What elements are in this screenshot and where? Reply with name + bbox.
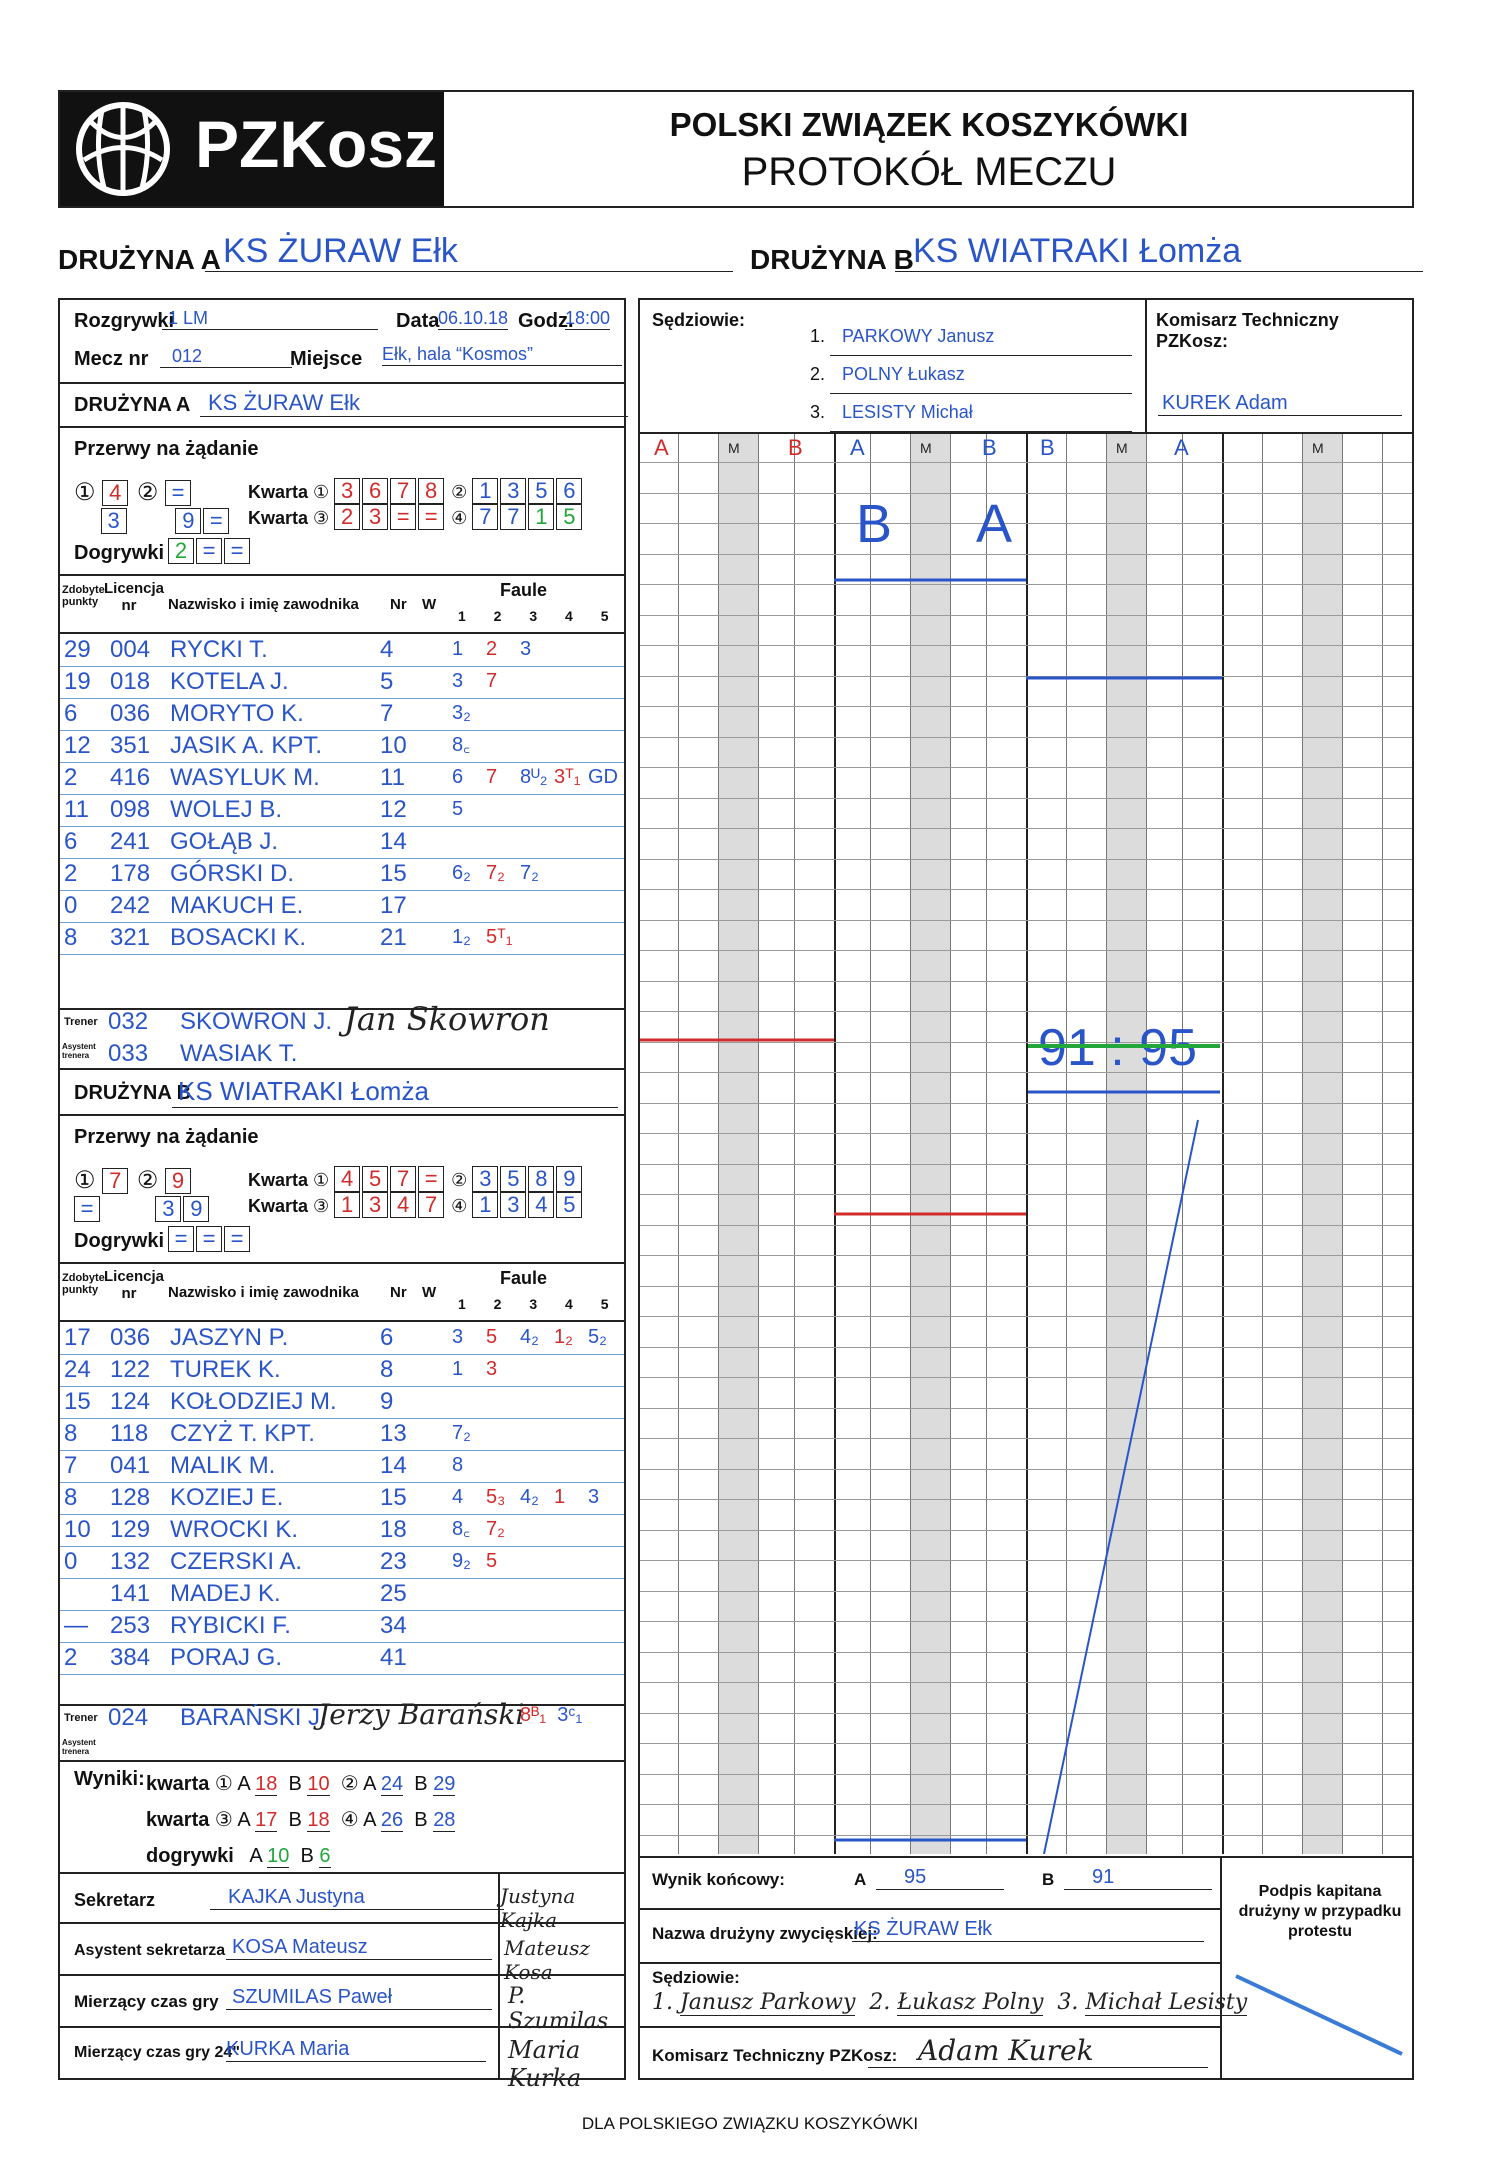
player-points: 0 — [64, 1548, 78, 1575]
team-a-name: KS ŻURAW Ełk — [200, 390, 628, 417]
foul-mark: 5₂ — [588, 1326, 607, 1348]
player-number: 11 — [380, 764, 405, 791]
team-b-player-table — [60, 1322, 624, 1702]
player-name: MORYTO K. — [170, 700, 304, 727]
player-row — [60, 1578, 624, 1611]
competition-value: 1 LM — [162, 308, 378, 330]
team-a-timeouts: ① 4 ② = 3 9 = — [74, 478, 231, 535]
grid-annotations — [640, 434, 1412, 1854]
col-nr-header: Nr — [390, 596, 407, 613]
asst-secretary-name: KOSA Mateusz — [226, 1936, 492, 1960]
secretary-signature: Justyna Kajka — [500, 1884, 576, 1932]
foul-mark: 7₂ — [486, 862, 505, 884]
foul-mark: 5 — [486, 1550, 498, 1572]
player-row — [60, 858, 624, 891]
player-row — [60, 1482, 624, 1515]
player-name: RYCKI T. — [170, 636, 268, 663]
player-points: 2 — [64, 860, 78, 887]
player-name: BOSACKI K. — [170, 924, 307, 951]
player-row — [60, 1546, 624, 1579]
final-score-label: Wynik końcowy: — [652, 1870, 785, 1889]
team-b-timeouts-label: Przerwy na żądanie — [74, 1126, 259, 1148]
team-b-coach-fouls: 8ᴮ₁ 3ᶜ₁ — [520, 1704, 583, 1726]
logo-block — [60, 92, 444, 206]
foul-mark: 3 — [452, 1326, 464, 1348]
player-license: 242 — [110, 892, 151, 919]
place-label: Miejsce — [290, 348, 363, 370]
team-b-ot-label: Dogrywki — [74, 1230, 165, 1252]
score-column-header: M — [1116, 440, 1128, 456]
winner-name: KS ŻURAW Ełk — [852, 1918, 1204, 1942]
player-license: 122 — [110, 1356, 151, 1383]
referee-3-signature: Michał Lesisty — [1085, 1990, 1248, 2015]
player-number: 13 — [380, 1420, 407, 1447]
foul-mark: 4 — [452, 1486, 464, 1508]
player-points: 12 — [64, 732, 91, 759]
player-points: 2 — [64, 1644, 78, 1671]
player-license: 351 — [110, 732, 151, 759]
score-column-header: A — [654, 435, 669, 460]
player-row — [60, 826, 624, 859]
timer24-name: KURKA Maria — [226, 2038, 486, 2062]
foul-mark: 3ᵀ₁ — [554, 766, 581, 788]
team-b-fouls-numbers-header: 1 2 3 4 5 — [458, 1296, 609, 1312]
col-w-header: W — [422, 596, 437, 613]
foul-mark: 3 — [486, 1358, 498, 1380]
player-number: 5 — [380, 668, 394, 695]
timer24-label: Mierzący czas gry 24" — [74, 2044, 240, 2061]
q2-b: 29 — [433, 1773, 456, 1795]
team-a-heading: DRUŻYNA A — [58, 244, 221, 275]
player-points: — — [64, 1612, 88, 1639]
player-name: RYBICKI F. — [170, 1612, 291, 1639]
player-row — [60, 634, 624, 667]
player-name: MALIK M. — [170, 1452, 276, 1479]
player-number: 17 — [380, 892, 407, 919]
player-row — [60, 1386, 624, 1419]
q2-a: 24 — [380, 1773, 404, 1795]
team-b-heading: DRUŻYNA B — [750, 244, 914, 275]
player-license: 004 — [110, 636, 151, 663]
player-name: MADEJ K. — [170, 1580, 281, 1607]
referee-1: PARKOWY Janusz — [830, 318, 1132, 356]
secretary-label: Sekretarz — [74, 1890, 156, 1910]
player-license: 098 — [110, 796, 151, 823]
big-final-score: 91 : 95 — [1038, 1019, 1198, 1077]
team-b-coach-license: 024 — [108, 1704, 149, 1731]
q3-a: 17 — [255, 1809, 278, 1831]
player-number: 25 — [380, 1580, 407, 1607]
score-column-header: B — [1040, 435, 1055, 460]
player-license: 384 — [110, 1644, 151, 1671]
foul-mark: 1 — [554, 1486, 566, 1508]
team-a-label: DRUŻYNA A — [74, 394, 191, 416]
score-column-header: B — [982, 435, 997, 460]
big-a-marker: A — [976, 494, 1013, 554]
commissioner-sig-label: Komisarz Techniczny PZKosz: — [652, 2046, 898, 2065]
player-number: 10 — [380, 732, 407, 759]
foul-mark: 7₂ — [486, 1518, 505, 1540]
foul-mark: 7 — [486, 766, 498, 788]
player-license: 129 — [110, 1516, 151, 1543]
player-name: JASIK A. KPT. — [170, 732, 323, 759]
foul-mark: 8꜀ — [452, 734, 471, 756]
col-license-header: Licencja nr — [104, 580, 165, 614]
player-name: MAKUCH E. — [170, 892, 304, 919]
player-points: 17 — [64, 1324, 91, 1351]
q4-a: 26 — [380, 1809, 404, 1831]
team-b-col-fouls-header: Faule — [500, 1268, 548, 1288]
player-number: 41 — [380, 1644, 407, 1671]
team-a-timeouts-label: Przerwy na żądanie — [74, 438, 259, 460]
player-name: CZERSKI A. — [170, 1548, 303, 1575]
match-value: 012 — [160, 346, 292, 368]
player-license: 036 — [110, 700, 151, 727]
team-a-ot-boxes: 2 = = — [168, 538, 252, 564]
player-number: 12 — [380, 796, 407, 823]
foul-mark: 1₂ — [554, 1326, 573, 1348]
asst-secretary-label: Asystent sekretarza — [74, 1942, 226, 1959]
team-a-name-heading: KS ŻURAW Ełk — [205, 232, 733, 272]
col-fouls-header: Faule — [500, 580, 548, 600]
team-b-quarter-fouls: Kwarta ① 4 5 7 = ② 3 5 8 9 Kwarta ③ 1 3 4 7 ④ 1 3 4 5 — [248, 1166, 584, 1218]
team-b-label: DRUŻYNA B — [74, 1082, 192, 1104]
results-quarters: kwarta ① A 18 B 10 ② A 24 B 29 kwarta ③ A 17 B 18 ④ A 26 B 28 dogrywki A 10 B 6 — [146, 1773, 456, 1867]
player-points: 6 — [64, 700, 78, 727]
player-points: 29 — [64, 636, 91, 663]
player-name: WASYLUK M. — [170, 764, 320, 791]
referee-signatures: 1. Janusz Parkowy 2. Łukasz Polny 3. Michał Lesisty — [652, 1990, 1248, 2015]
team-a-coach-name: SKOWRON J. — [180, 1008, 333, 1035]
team-b-col-name-header: Nazwisko i imię zawodnika — [168, 1284, 359, 1301]
timer-label: Mierzący czas gry — [74, 1992, 219, 2011]
player-points: 24 — [64, 1356, 91, 1383]
final-a-label: A — [854, 1870, 867, 1889]
foul-mark: 7₂ — [520, 862, 539, 884]
player-license: 041 — [110, 1452, 151, 1479]
q1-a: 18 — [255, 1773, 278, 1795]
player-row — [60, 794, 624, 827]
results-label: Wyniki: — [74, 1768, 145, 1790]
captain-signature-line — [1230, 1966, 1410, 2066]
player-row — [60, 1610, 624, 1643]
foul-mark: 1₂ — [452, 926, 471, 948]
player-name: KOZIEJ E. — [170, 1484, 284, 1511]
timer24-signature: Maria Kurka — [508, 2036, 582, 2092]
player-name: GOŁĄB J. — [170, 828, 279, 855]
player-row — [60, 922, 624, 955]
competition-label: Rozgrywki — [74, 310, 175, 332]
team-a-ot-label: Dogrywki — [74, 542, 165, 564]
winner-label: Nazwa drużyny zwycięskiej: — [652, 1924, 878, 1943]
player-points: 10 — [64, 1516, 91, 1543]
player-name: JASZYN P. — [170, 1324, 289, 1351]
player-row — [60, 762, 624, 795]
player-number: 15 — [380, 1484, 407, 1511]
foul-mark: 2 — [486, 638, 498, 660]
team-b-ot-boxes: = = = — [168, 1226, 252, 1252]
player-row — [60, 698, 624, 731]
player-points: 6 — [64, 828, 78, 855]
player-license: 178 — [110, 860, 151, 887]
foul-mark: 5 — [486, 1326, 498, 1348]
foul-mark: 4₂ — [520, 1326, 539, 1348]
team-a-player-table — [60, 634, 624, 978]
foul-mark: 3 — [452, 670, 464, 692]
asst-secretary-signature: Mateusz Kosa — [504, 1936, 590, 1984]
foul-mark: 3₂ — [452, 702, 471, 724]
team-a-asst-label: Asystent trenera — [62, 1042, 96, 1060]
player-row — [60, 1322, 624, 1355]
ot-b: 6 — [319, 1845, 331, 1867]
footer-text: DLA POLSKIEGO ZWIĄZKU KOSZYKÓWKI — [581, 2114, 919, 2133]
foul-mark: 7₂ — [452, 1422, 471, 1444]
foul-mark: 8ᵁ₂ — [520, 766, 548, 788]
score-column-header: M — [728, 440, 740, 456]
timer-name: SZUMILAS Paweł — [226, 1986, 492, 2010]
timer-signature: P. Szumilas — [508, 1984, 609, 2034]
player-name: KOTELA J. — [170, 668, 289, 695]
team-b-coach-label: Trener — [64, 1712, 98, 1724]
secretary-name: KAJKA Justyna — [210, 1886, 504, 1910]
referee-3: LESISTY Michał — [830, 394, 1132, 432]
foul-mark: GD — [588, 766, 618, 788]
team-a-asst-license: 033 — [108, 1040, 149, 1067]
final-b-label: B — [1042, 1870, 1055, 1889]
foul-mark: 1 — [452, 638, 464, 660]
referee-2-signature: Łukasz Polny — [897, 1990, 1044, 2015]
final-b-score: 91 — [1064, 1866, 1212, 1890]
foul-mark: 9₂ — [452, 1550, 471, 1572]
left-panel — [58, 298, 626, 2092]
player-points: 15 — [64, 1388, 91, 1415]
commissioner-label: Komisarz Techniczny PZKosz: — [1156, 310, 1339, 351]
player-license: 018 — [110, 668, 151, 695]
player-number: 14 — [380, 1452, 407, 1479]
player-number: 6 — [380, 1324, 394, 1351]
logo-text: PZKosz — [195, 107, 438, 181]
player-number: 15 — [380, 860, 407, 887]
player-number: 14 — [380, 828, 407, 855]
foul-mark: 1 — [452, 1358, 464, 1380]
foul-mark: 6₂ — [452, 862, 471, 884]
foul-mark: 8꜀ — [452, 1518, 471, 1540]
player-number: 23 — [380, 1548, 407, 1575]
final-a-score: 95 — [876, 1866, 1004, 1890]
player-name: GÓRSKI D. — [170, 860, 295, 887]
player-name: WOLEJ B. — [170, 796, 283, 823]
foul-mark: 3 — [520, 638, 532, 660]
fouls-numbers-header: 1 2 3 4 5 — [458, 608, 609, 624]
foul-mark: 5 — [452, 798, 464, 820]
org-name: POLSKI ZWIĄZEK KOSZYKÓWKI — [669, 106, 1189, 143]
team-b-name: KS WIATRAKI Łomża — [172, 1076, 618, 1108]
score-column-header: A — [850, 435, 865, 460]
score-column-header: M — [920, 440, 932, 456]
team-b-col-w-header: W — [422, 1284, 437, 1301]
player-license: 416 — [110, 764, 151, 791]
player-points: 8 — [64, 924, 78, 951]
foul-mark: 6 — [452, 766, 464, 788]
player-license: 241 — [110, 828, 151, 855]
player-number: 34 — [380, 1612, 407, 1639]
score-column-header: B — [788, 435, 803, 460]
q4-b: 28 — [433, 1809, 456, 1831]
team-a-coach-label: Trener — [64, 1016, 98, 1028]
player-license: 128 — [110, 1484, 151, 1511]
team-b-col-license-header: Licencja nr — [104, 1268, 165, 1302]
player-number: 9 — [380, 1388, 394, 1415]
captain-signature-label: Podpis kapitana drużyny w przypadku protestu — [1238, 1883, 1402, 1940]
team-a-coach-license: 032 — [108, 1008, 149, 1035]
big-b-marker: B — [856, 494, 893, 554]
player-license: 253 — [110, 1612, 151, 1639]
q3-b: 18 — [307, 1809, 330, 1831]
score-column-header: M — [1312, 440, 1324, 456]
player-name: CZYŻ T. KPT. — [170, 1420, 315, 1447]
player-number: 7 — [380, 700, 394, 727]
team-b-coach-name: BARAŃSKI J. — [180, 1704, 327, 1731]
team-b-col-nr-header: Nr — [390, 1284, 407, 1301]
right-panel — [638, 298, 1414, 2080]
col-points-header: Zdobyte punkty — [62, 584, 105, 608]
player-points: 8 — [64, 1484, 78, 1511]
referee-2: POLNY Łukasz — [830, 356, 1132, 394]
player-row — [60, 1354, 624, 1387]
player-name: TUREK K. — [170, 1356, 281, 1383]
player-name: PORAJ G. — [170, 1644, 283, 1671]
player-points: 19 — [64, 668, 91, 695]
team-b-name-heading: KS WIATRAKI Łomża — [895, 232, 1423, 272]
player-name: KOŁODZIEJ M. — [170, 1388, 337, 1415]
score-column-header: A — [1174, 435, 1189, 460]
team-a-coach-signature: Jan Skowron — [344, 1000, 550, 1038]
referees-list: 1. PARKOWY Janusz 2. POLNY Łukasz 3. LESISTY Michał — [810, 318, 1132, 432]
player-name: WROCKI K. — [170, 1516, 299, 1543]
q1-b: 10 — [307, 1773, 330, 1795]
header-box — [58, 90, 1414, 208]
player-row — [60, 1450, 624, 1483]
foul-mark: 5₃ — [486, 1486, 506, 1508]
player-points: 7 — [64, 1452, 78, 1479]
team-a-quarter-fouls: Kwarta ① 3 6 7 8 ② 1 3 5 6 Kwarta ③ 2 3 = = ④ 7 7 1 5 — [248, 478, 584, 530]
date-label: Data — [396, 310, 440, 332]
signatures-label: Sędziowie: — [652, 1968, 740, 1987]
foul-mark: 5ᵀ₁ — [486, 926, 513, 948]
player-points: 8 — [64, 1420, 78, 1447]
player-points: 2 — [64, 764, 78, 791]
player-points: 11 — [64, 796, 89, 823]
place-value: Ełk, hala “Kosmos” — [382, 344, 622, 366]
referee-1-signature: Janusz Parkowy — [679, 1990, 856, 2015]
player-number: 21 — [380, 924, 407, 951]
player-license: 132 — [110, 1548, 151, 1575]
player-row — [60, 1642, 624, 1675]
player-license: 141 — [110, 1580, 151, 1607]
player-number: 8 — [380, 1356, 394, 1383]
player-license: 321 — [110, 924, 151, 951]
player-row — [60, 1418, 624, 1451]
foul-mark: 4₂ — [520, 1486, 539, 1508]
player-number: 4 — [380, 636, 394, 663]
page-title: PROTOKÓŁ MECZU — [741, 150, 1117, 194]
player-license: 124 — [110, 1388, 151, 1415]
player-row — [60, 890, 624, 923]
col-name-header: Nazwisko i imię zawodnika — [168, 596, 359, 613]
player-license: 118 — [110, 1420, 149, 1447]
date-value: 06.10.18 — [438, 308, 509, 328]
time-label: Godz. — [518, 310, 574, 332]
team-b-col-points-header: Zdobyte punkty — [62, 1272, 105, 1296]
basketball-logo-icon — [74, 100, 172, 198]
player-row — [60, 730, 624, 763]
commissioner-signature: Adam Kurek — [868, 2034, 1208, 2068]
ot-a: 10 — [267, 1845, 290, 1867]
player-row — [60, 1514, 624, 1547]
foul-mark: 3 — [588, 1486, 600, 1508]
player-license: 036 — [110, 1324, 151, 1351]
team-b-coach-signature: Jerzy Barański — [318, 1698, 525, 1731]
team-b-timeouts: ① 7 ② 9 = 3 9 — [74, 1166, 211, 1223]
player-row — [60, 666, 624, 699]
foul-mark: 7 — [486, 670, 498, 692]
match-label: Mecz nr — [74, 348, 149, 370]
commissioner-name: KUREK Adam — [1158, 392, 1402, 416]
team-a-asst-name: WASIAK T. — [180, 1040, 298, 1067]
player-number: 18 — [380, 1516, 407, 1543]
time-value: 18:00 — [565, 308, 611, 328]
referees-label: Sędziowie: — [652, 310, 746, 330]
player-points: 0 — [64, 892, 78, 919]
team-b-asst-label: Asystent trenera — [62, 1738, 96, 1756]
foul-mark: 8 — [452, 1454, 464, 1476]
running-score-grid — [640, 434, 1412, 1854]
